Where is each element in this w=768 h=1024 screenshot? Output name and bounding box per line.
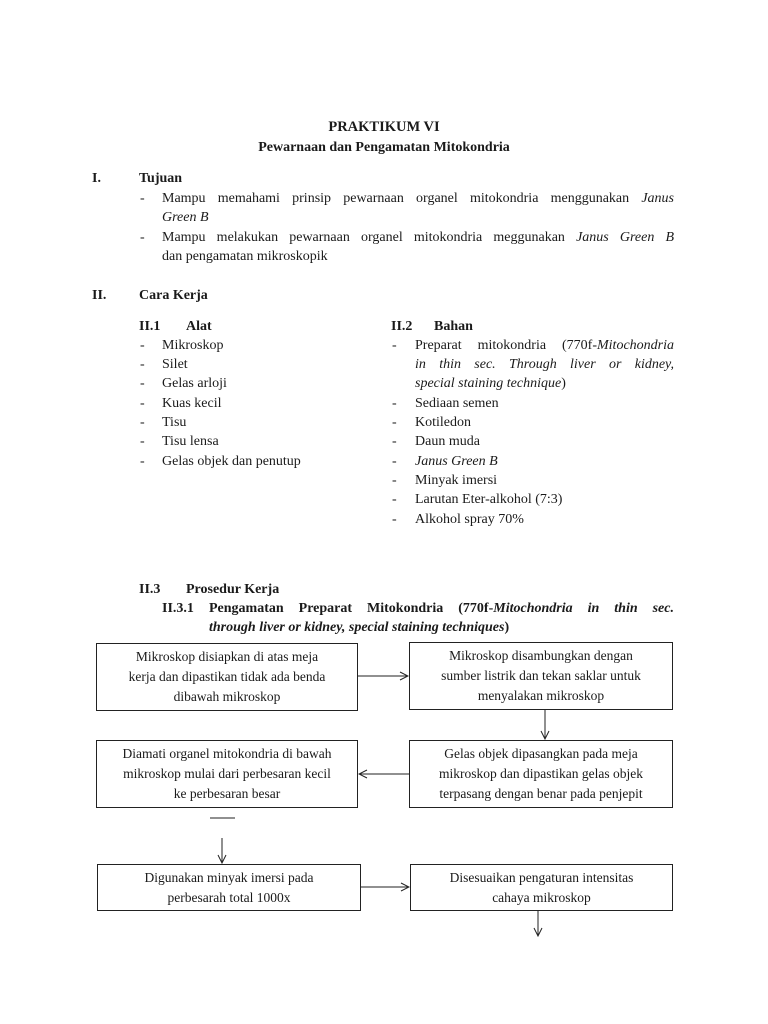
bahan-number: II.2 bbox=[391, 319, 413, 334]
alat-item: Mikroskop bbox=[162, 338, 224, 353]
flow-step-text: dibawah mikroskop bbox=[173, 689, 281, 704]
alat-item: Gelas arloji bbox=[162, 376, 227, 391]
list-dash: - bbox=[140, 230, 145, 245]
flow-step-text: Disesuaikan pengaturan intensitas bbox=[449, 869, 634, 885]
bahan-item: Janus Green B bbox=[415, 454, 498, 469]
alat-number: II.1 bbox=[139, 319, 161, 334]
section-heading-tujuan: Tujuan bbox=[139, 171, 183, 186]
bahan-item: Alkohol spray 70% bbox=[415, 512, 524, 527]
bahan-item: Kotiledon bbox=[415, 415, 471, 430]
alat-item: Kuas kecil bbox=[162, 396, 222, 411]
list-dash: - bbox=[392, 415, 397, 430]
list-dash: - bbox=[140, 357, 145, 372]
page-title: PRAKTIKUM VI bbox=[328, 119, 440, 135]
bahan-heading: Bahan bbox=[434, 319, 473, 334]
list-dash: - bbox=[140, 396, 145, 411]
flow-step-text: cahaya mikroskop bbox=[492, 889, 591, 905]
section-heading-cara-kerja: Cara Kerja bbox=[139, 288, 208, 303]
page-subtitle: Pewarnaan dan Pengamatan Mitokondria bbox=[258, 140, 510, 155]
flow-step-text: perbesarah total 1000x bbox=[167, 889, 291, 905]
tujuan-item-2-line1: Mampu melakukan pewarnaan organel mitokondria meggunakan Janus Green B bbox=[162, 230, 674, 245]
list-dash: - bbox=[140, 415, 145, 430]
list-dash: - bbox=[140, 454, 145, 469]
tujuan-item-1-line2: Green B bbox=[162, 210, 209, 225]
alat-item: Tisu lensa bbox=[162, 434, 219, 449]
bahan-item: Larutan Eter-alkohol (7:3) bbox=[415, 492, 563, 507]
list-dash: - bbox=[140, 434, 145, 449]
list-dash: - bbox=[392, 434, 397, 449]
list-dash: - bbox=[392, 396, 397, 411]
bahan-item: Sediaan semen bbox=[415, 396, 499, 411]
alat-item: Gelas objek dan penutup bbox=[162, 454, 301, 469]
list-dash: - bbox=[392, 473, 397, 488]
flow-step-text: sumber listrik dan tekan saklar untuk bbox=[441, 668, 641, 683]
tujuan-item-2-line2: dan pengamatan mikroskopik bbox=[162, 249, 328, 264]
list-dash: - bbox=[140, 191, 145, 206]
tujuan-item-1-line1: Mampu memahami prinsip pewarnaan organel mitokondria menggunakan Janus bbox=[162, 191, 674, 206]
flow-step-text: Mikroskop disiapkan di atas meja bbox=[135, 649, 319, 664]
subsection-heading-line2: through liver or kidney, special staining techniques) bbox=[209, 620, 510, 635]
section-number-1: I. bbox=[92, 171, 101, 186]
bahan-item-1-line1: Preparat mitokondria (770f-Mitochondria bbox=[415, 338, 674, 353]
flow-step-text: ke perbesaran besar bbox=[173, 786, 281, 801]
list-dash: - bbox=[140, 376, 145, 391]
alat-item: Tisu bbox=[162, 415, 187, 430]
flow-step-text: Gelas objek dipasangkan pada meja bbox=[444, 746, 638, 761]
flow-step-text: menyalakan mikroskop bbox=[477, 688, 605, 703]
flow-step-text: kerja dan dipastikan tidak ada benda bbox=[128, 669, 326, 684]
list-dash: - bbox=[392, 492, 397, 507]
flow-step-text: mikroskop dan dipastikan gelas objek bbox=[439, 766, 643, 781]
list-dash: - bbox=[140, 338, 145, 353]
list-dash: - bbox=[392, 454, 397, 469]
list-dash: - bbox=[392, 512, 397, 527]
subsection-number: II.3.1 bbox=[162, 601, 194, 616]
flow-step-text: terpasang dengan benar pada penjepit bbox=[439, 786, 643, 801]
bahan-item-1-line3: special staining technique) bbox=[415, 376, 566, 391]
alat-item: Silet bbox=[162, 357, 188, 372]
subsection-heading-line1: Pengamatan Preparat Mitokondria (770f-Mitochondria in thin sec. bbox=[209, 601, 674, 616]
prosedur-number: II.3 bbox=[139, 582, 161, 597]
flow-step-text: Digunakan minyak imersi pada bbox=[144, 869, 314, 885]
flow-step-text: Mikroskop disambungkan dengan bbox=[449, 648, 633, 663]
bahan-item: Minyak imersi bbox=[415, 473, 498, 488]
alat-heading: Alat bbox=[186, 319, 212, 334]
flow-step-text: Diamati organel mitokondria di bawah bbox=[122, 746, 332, 761]
bahan-item-1-line2: in thin sec. Through liver or kidney, bbox=[415, 357, 674, 372]
prosedur-heading: Prosedur Kerja bbox=[186, 582, 280, 597]
bahan-item: Daun muda bbox=[415, 434, 480, 449]
section-number-2: II. bbox=[92, 288, 107, 303]
list-dash: - bbox=[392, 338, 397, 353]
flow-step-text: mikroskop mulai dari perbesaran kecil bbox=[123, 766, 331, 781]
